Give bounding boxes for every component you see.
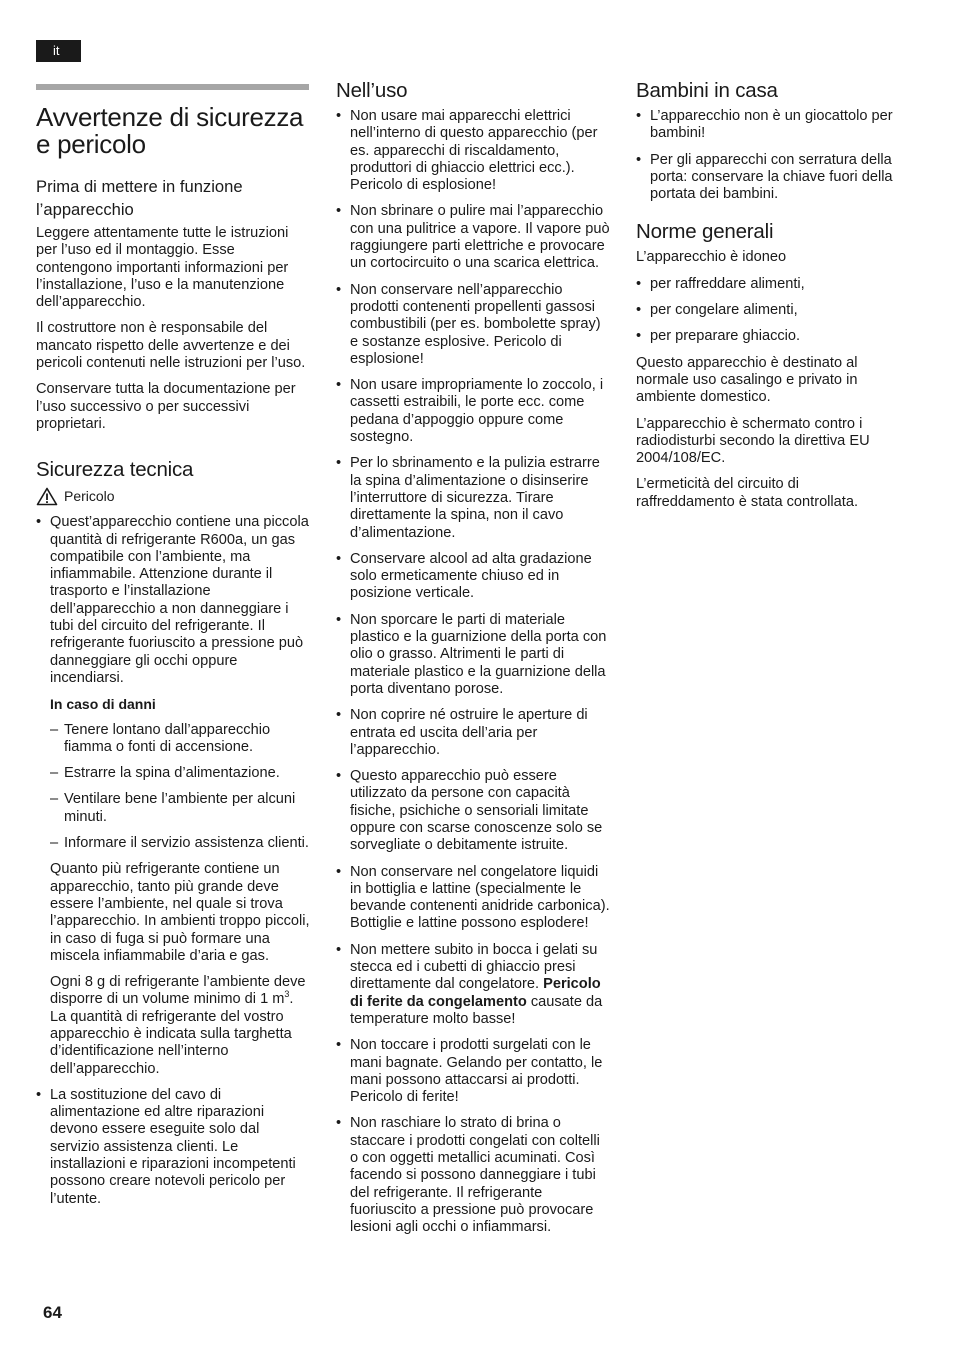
list-item: • Non conservare nel congelatore liquidi in bottiglia e lattine (specialmente le bevande contenenti anidride carbonica). Bottiglie e lattine possono esplodere!: [336, 864, 612, 933]
technical-safety-heading: Sicurezza tecnica: [36, 458, 194, 482]
general-uses-list: [636, 276, 894, 346]
list-item: • Non usare mai apparecchi elettrici nell’interno di questo apparecchio (per es. apparecchi di riscaldamento, produttori di ghiaccio elettrici ecc.). Pericolo di esplosione!: [336, 108, 612, 194]
general-paragraph-1: Questo apparecchio è destinato al normale uso casalingo e privato in ambiente domestico.: [636, 354, 858, 406]
list-item: • Questo apparecchio può essere utilizzato da persone con capacità fisiche, psichiche o sensoriali limitate oppure con scarse conoscenze solo se sorvegliate o debitamente istruite.: [336, 768, 612, 854]
list-item: • Non usare impropriamente lo zoccolo, i cassetti estraibili, le porte ecc. come pedana d’appoggio oppure come sostegno.: [336, 377, 612, 446]
list-item: • per preparare ghiaccio.: [636, 328, 894, 345]
language-tag: it: [36, 40, 81, 62]
intro-heading: Prima di mettere in funzione l’apparecchio: [36, 177, 243, 219]
list-item: • La sostituzione del cavo di alimentazione ed altre riparazioni devono essere eseguite solo dal servizio assistenza clienti. Le installazioni e riparazioni incompetenti possono creare notevoli pericolo per l’utente.: [36, 1087, 312, 1208]
list-item: – Tenere lontano dall’apparecchio fiamma o fonti di accensione.: [50, 722, 312, 757]
column-right: [636, 80, 894, 520]
list-item: • Non sporcare le parti di materiale plastico e la guarnizione della porta con olio o grasso. Altrimenti le parti di materiale plastico e la guarnizione della porta diventano porose.: [336, 612, 612, 698]
list-item: • Non conservare nell’apparecchio prodotti contenenti propellenti gassosi combustibili (per es. bombolette spray) e sostanze esplosive. Pericolo di esplosione!: [336, 282, 612, 368]
list-item: – Informare il servizio assistenza clienti.: [50, 835, 312, 852]
column-left: [36, 104, 312, 1217]
list-item: • Conservare alcool ad alta gradazione solo ermeticamente chiuso ed in posizione verticale.: [336, 551, 612, 603]
section-rule: [36, 84, 309, 90]
refrigerant-warning: Quest’apparecchio contiene una piccola quantità di refrigerante R600a, un gas compatibile con l’ambiente, ma infiammabile. Attenzione durante il trasporto e l’installazione dell’apparecchio a non danneggiare i tubi del circuito del refrigerante. Il refrigerante fuoriuscito a pressione può danneggiare gli occhi oppure incendiarsi.: [50, 514, 309, 686]
list-item: • Non toccare i prodotti surgelati con le mani bagnate. Gelando per contatto, le mani possono attaccarsi ai prodotti. Pericolo di ferite!: [336, 1037, 612, 1106]
danger-label: Pericolo: [64, 488, 115, 505]
children-list: [636, 108, 894, 203]
general-paragraph-2: L’apparecchio è schermato contro i radiodisturbi secondo la direttiva EU 2004/108/EC.: [636, 415, 870, 467]
column-middle: [336, 80, 612, 1246]
page-number: 64: [43, 1303, 62, 1322]
refrigerant-room-paragraph: Quanto più refrigerante contiene un apparecchio, tanto più grande deve essere l’ambiente, nel quale si trova l’apparecchio. In ambienti troppo piccoli, in caso di fuga si può formare una miscela infiammabile d’aria e gas.: [50, 861, 310, 964]
in-use-list: [336, 108, 612, 1237]
technical-safety-list: [36, 514, 312, 1208]
intro-paragraph-2: Il costruttore non è responsabile del mancato rispetto delle avvertenze e dei pericoli contenuti nelle istruzioni per l’uso.: [36, 320, 306, 372]
list-item: [36, 514, 312, 1078]
danger-notice: [36, 487, 312, 506]
refrigerant-volume-paragraph: Ogni 8 g di refrigerante l’ambiente deve disporre di un volume minimo di 1 $m^3$. La quantità di refrigerante del vostro apparecchio è indicata sulla targhetta d’identificazione nell’interno dell’apparecchio.: [50, 974, 306, 1077]
list-item: • per raffreddare alimenti,: [636, 276, 894, 293]
list-item: • Non raschiare lo strato di brina o staccare i prodotti congelati con coltelli o con oggetti metallici acuminati. Così facendo si possono danneggiare i tubi del refrigerante. Il refrigerante fuoriuscito a pressione può provocare lesioni agli occhi o infiammarsi.: [336, 1115, 612, 1236]
list-item: • Per lo sbrinamento e la pulizia estrarre la spina d’alimentazione o disinserire l’interruttore di sicurezza. Tirare direttamente la spina, non il cavo d’alimentazione.: [336, 455, 612, 541]
page-title: Avvertenze di sicurezza e pericolo: [36, 102, 304, 159]
damage-heading: In caso di danni: [50, 696, 156, 713]
intro-paragraph-1: Leggere attentamente tutte le istruzioni per l’uso ed il montaggio. Esse contengono importanti informazioni per l’installazione, l’uso e la manutenzione dell’apparecchio.: [36, 225, 289, 311]
list-item: • Non sbrinare o pulire mai l’apparecchio con una pulitrice a vapore. Il vapore può raggiungere parti elettriche e provocare un cortocircuito o una scarica elettrica.: [336, 203, 612, 272]
in-use-heading: Nell’uso: [336, 79, 408, 102]
list-item: • Non coprire né ostruire le aperture di entrata ed uscita dell’aria per l’apparecchio.: [336, 707, 612, 759]
warning-triangle-icon: [36, 487, 58, 506]
intro-paragraph-3: Conservare tutta la documentazione per l’uso successivo o per successivi proprietari.: [36, 381, 296, 432]
list-item: – Ventilare bene l’ambiente per alcuni minuti.: [50, 791, 312, 826]
damage-steps: [50, 722, 312, 853]
general-paragraph-3: L’ermeticità del circuito di raffreddamento è stata controllata.: [636, 476, 859, 510]
frostbite-warning: Pericolo di ferite da congelamento: [350, 976, 601, 1010]
list-item: • Non mettere subito in bocca i gelati su stecca ed i cubetti di ghiaccio presi direttamente dal congelatore. Pericolo di ferite da congelamento causate da temperature molto basse!: [336, 942, 612, 1028]
general-intro: L’apparecchio è idoneo: [636, 249, 787, 266]
general-rules-heading: Norme generali: [636, 220, 774, 244]
list-item: – Estrarre la spina d’alimentazione.: [50, 765, 312, 782]
list-item: • Per gli apparecchi con serratura della porta: conservare la chiave fuori della portata dei bambini.: [636, 152, 894, 204]
list-item: • per congelare alimenti,: [636, 302, 894, 319]
list-item: • L’apparecchio non è un giocattolo per bambini!: [636, 108, 894, 143]
children-heading: Bambini in casa: [636, 79, 778, 102]
